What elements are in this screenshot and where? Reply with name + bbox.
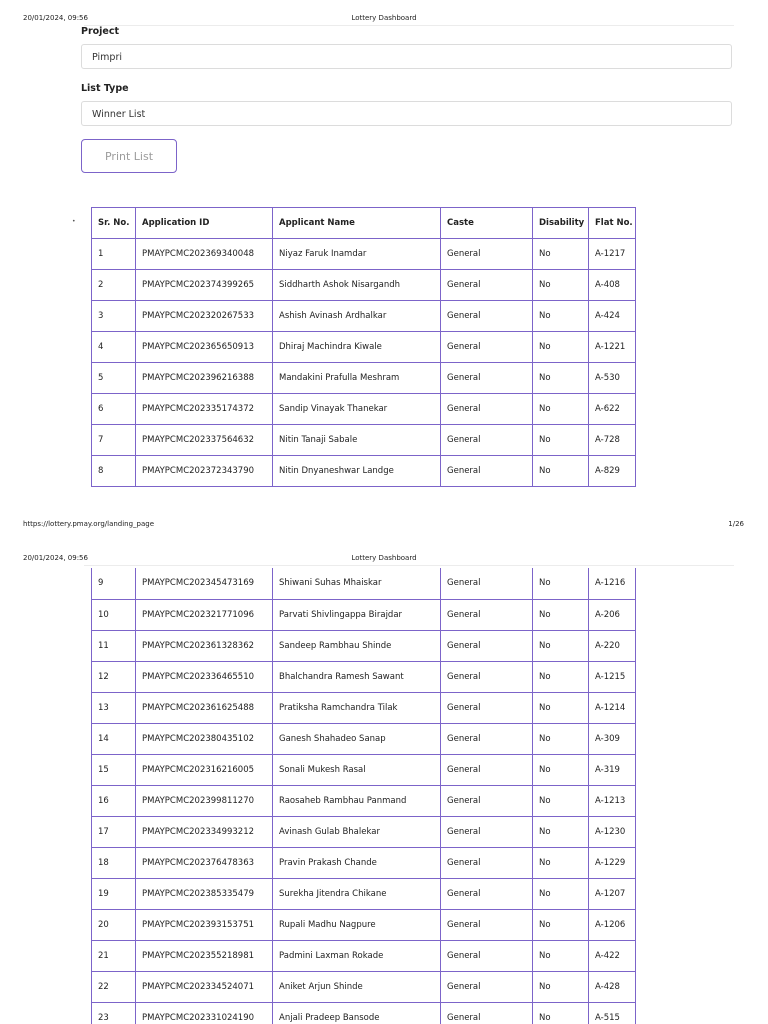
cell-sr-no: 15 — [92, 754, 136, 785]
cell-application-id: PMAYPCMC202376478363 — [136, 847, 273, 878]
cell-disability: No — [533, 568, 589, 599]
cell-disability: No — [533, 785, 589, 816]
cell-applicant-name: Ganesh Shahadeo Sanap — [273, 723, 441, 754]
cell-caste: General — [441, 692, 533, 723]
cell-applicant-name: Pravin Prakash Chande — [273, 847, 441, 878]
cell-caste: General — [441, 568, 533, 599]
cell-flat-no: A-1229 — [589, 847, 636, 878]
cell-sr-no: 8 — [92, 456, 136, 487]
cell-applicant-name: Surekha Jitendra Chikane — [273, 878, 441, 909]
cell-application-id: PMAYPCMC202361625488 — [136, 692, 273, 723]
cell-application-id: PMAYPCMC202380435102 — [136, 723, 273, 754]
cell-applicant-name: Ashish Avinash Ardhalkar — [273, 301, 441, 332]
column-header: Sr. No. — [92, 208, 136, 239]
list-type-field[interactable]: Winner List — [81, 101, 732, 126]
cell-sr-no: 18 — [92, 847, 136, 878]
print-url: https://lottery.pmay.org/landing_page — [23, 520, 155, 528]
cell-disability: No — [533, 363, 589, 394]
cell-caste: General — [441, 1002, 533, 1024]
table-row — [92, 394, 636, 425]
cell-caste: General — [441, 878, 533, 909]
cell-sr-no: 12 — [92, 661, 136, 692]
cell-flat-no: A-408 — [589, 270, 636, 301]
cell-caste: General — [441, 456, 533, 487]
cell-flat-no: A-1217 — [589, 239, 636, 270]
cell-application-id: PMAYPCMC202393153751 — [136, 909, 273, 940]
cell-flat-no: A-428 — [589, 971, 636, 1002]
cell-disability: No — [533, 1002, 589, 1024]
cell-flat-no: A-829 — [589, 456, 636, 487]
table-row — [92, 754, 636, 785]
cell-caste: General — [441, 754, 533, 785]
bullet-dot: • — [72, 218, 76, 225]
cell-flat-no: A-206 — [589, 599, 636, 630]
cell-caste: General — [441, 847, 533, 878]
table-row — [92, 599, 636, 630]
cell-disability: No — [533, 723, 589, 754]
cell-applicant-name: Nitin Dnyaneshwar Landge — [273, 456, 441, 487]
cell-caste: General — [441, 394, 533, 425]
cell-applicant-name: Sandeep Rambhau Shinde — [273, 630, 441, 661]
cell-sr-no: 1 — [92, 239, 136, 270]
table-row — [92, 847, 636, 878]
cell-sr-no: 3 — [92, 301, 136, 332]
cell-disability: No — [533, 239, 589, 270]
cell-caste: General — [441, 301, 533, 332]
table-row — [92, 332, 636, 363]
table-body — [92, 568, 636, 1024]
cell-application-id: PMAYPCMC202385335479 — [136, 878, 273, 909]
table-row — [92, 909, 636, 940]
cell-application-id: PMAYPCMC202365650913 — [136, 332, 273, 363]
cell-application-id: PMAYPCMC202337564632 — [136, 425, 273, 456]
cell-flat-no: A-1216 — [589, 568, 636, 599]
print-list-button[interactable]: Print List — [81, 139, 177, 173]
table-row — [92, 878, 636, 909]
cell-flat-no: A-1213 — [589, 785, 636, 816]
cell-applicant-name: Shiwani Suhas Mhaiskar — [273, 568, 441, 599]
cell-applicant-name: Padmini Laxman Rokade — [273, 940, 441, 971]
cell-applicant-name: Anjali Pradeep Bansode — [273, 1002, 441, 1024]
cell-flat-no: A-424 — [589, 301, 636, 332]
cell-caste: General — [441, 363, 533, 394]
print-doc-title: Lottery Dashboard — [351, 14, 417, 22]
cell-disability: No — [533, 878, 589, 909]
cell-applicant-name: Aniket Arjun Shinde — [273, 971, 441, 1002]
cell-applicant-name: Mandakini Prafulla Meshram — [273, 363, 441, 394]
cell-flat-no: A-422 — [589, 940, 636, 971]
cell-caste: General — [441, 332, 533, 363]
cell-flat-no: A-220 — [589, 630, 636, 661]
cell-disability: No — [533, 599, 589, 630]
cell-applicant-name: Sonali Mukesh Rasal — [273, 754, 441, 785]
cell-sr-no: 2 — [92, 270, 136, 301]
cell-flat-no: A-515 — [589, 1002, 636, 1024]
cell-flat-no: A-530 — [589, 363, 636, 394]
cell-applicant-name: Siddharth Ashok Nisargandh — [273, 270, 441, 301]
column-header: Application ID — [136, 208, 273, 239]
table-row — [92, 456, 636, 487]
table-row — [92, 363, 636, 394]
header-divider — [84, 25, 734, 26]
cell-application-id: PMAYPCMC202335174372 — [136, 394, 273, 425]
cell-sr-no: 5 — [92, 363, 136, 394]
cell-application-id: PMAYPCMC202345473169 — [136, 568, 273, 599]
cell-caste: General — [441, 816, 533, 847]
cell-application-id: PMAYPCMC202399811270 — [136, 785, 273, 816]
column-header: Caste — [441, 208, 533, 239]
cell-flat-no: A-1215 — [589, 661, 636, 692]
cell-flat-no: A-1206 — [589, 909, 636, 940]
cell-disability: No — [533, 630, 589, 661]
cell-applicant-name: Parvati Shivlingappa Birajdar — [273, 599, 441, 630]
print-datetime: 20/01/2024, 09:56 — [23, 554, 88, 562]
cell-sr-no: 7 — [92, 425, 136, 456]
cell-disability: No — [533, 456, 589, 487]
cell-disability: No — [533, 940, 589, 971]
cell-sr-no: 9 — [92, 568, 136, 599]
cell-applicant-name: Bhalchandra Ramesh Sawant — [273, 661, 441, 692]
cell-disability: No — [533, 301, 589, 332]
winner-table-continued — [91, 568, 636, 1024]
table-body — [92, 239, 636, 487]
table-row — [92, 1002, 636, 1024]
print-header — [0, 550, 768, 566]
print-header — [0, 10, 768, 26]
table-row — [92, 425, 636, 456]
cell-applicant-name: Pratiksha Ramchandra Tilak — [273, 692, 441, 723]
cell-sr-no: 17 — [92, 816, 136, 847]
cell-sr-no: 20 — [92, 909, 136, 940]
cell-application-id: PMAYPCMC202320267533 — [136, 301, 273, 332]
cell-caste: General — [441, 723, 533, 754]
cell-application-id: PMAYPCMC202336465510 — [136, 661, 273, 692]
cell-disability: No — [533, 909, 589, 940]
cell-disability: No — [533, 270, 589, 301]
cell-application-id: PMAYPCMC202374399265 — [136, 270, 273, 301]
cell-sr-no: 11 — [92, 630, 136, 661]
cell-flat-no: A-1221 — [589, 332, 636, 363]
cell-caste: General — [441, 661, 533, 692]
cell-flat-no: A-1230 — [589, 816, 636, 847]
cell-application-id: PMAYPCMC202321771096 — [136, 599, 273, 630]
cell-application-id: PMAYPCMC202334524071 — [136, 971, 273, 1002]
cell-sr-no: 21 — [92, 940, 136, 971]
cell-disability: No — [533, 394, 589, 425]
cell-application-id: PMAYPCMC202316216005 — [136, 754, 273, 785]
cell-application-id: PMAYPCMC202361328362 — [136, 630, 273, 661]
cell-flat-no: A-1214 — [589, 692, 636, 723]
cell-caste: General — [441, 940, 533, 971]
print-page-2 — [0, 548, 768, 1024]
print-doc-title: Lottery Dashboard — [351, 554, 417, 562]
cell-sr-no: 19 — [92, 878, 136, 909]
cell-application-id: PMAYPCMC202334993212 — [136, 816, 273, 847]
cell-flat-no: A-728 — [589, 425, 636, 456]
cell-sr-no: 13 — [92, 692, 136, 723]
cell-application-id: PMAYPCMC202396216388 — [136, 363, 273, 394]
table-row — [92, 940, 636, 971]
cell-caste: General — [441, 599, 533, 630]
print-datetime: 20/01/2024, 09:56 — [23, 14, 88, 22]
column-header: Disability — [533, 208, 589, 239]
cell-sr-no: 23 — [92, 1002, 136, 1024]
print-page-number: 1/26 — [728, 520, 744, 528]
cell-caste: General — [441, 425, 533, 456]
cell-sr-no: 22 — [92, 971, 136, 1002]
cell-flat-no: A-319 — [589, 754, 636, 785]
cell-applicant-name: Nitin Tanaji Sabale — [273, 425, 441, 456]
cell-applicant-name: Rupali Madhu Nagpure — [273, 909, 441, 940]
list-type-label: List Type — [81, 83, 129, 94]
cell-flat-no: A-309 — [589, 723, 636, 754]
cell-sr-no: 4 — [92, 332, 136, 363]
cell-disability: No — [533, 847, 589, 878]
winner-table — [91, 207, 636, 487]
project-field[interactable]: Pimpri — [81, 44, 732, 69]
cell-disability: No — [533, 661, 589, 692]
column-header: Applicant Name — [273, 208, 441, 239]
cell-flat-no: A-1207 — [589, 878, 636, 909]
cell-disability: No — [533, 332, 589, 363]
cell-caste: General — [441, 909, 533, 940]
cell-applicant-name: Avinash Gulab Bhalekar — [273, 816, 441, 847]
cell-sr-no: 6 — [92, 394, 136, 425]
cell-caste: General — [441, 785, 533, 816]
header-divider — [84, 565, 734, 566]
project-label: Project — [81, 26, 120, 37]
cell-disability: No — [533, 971, 589, 1002]
table-row — [92, 630, 636, 661]
cell-application-id: PMAYPCMC202355218981 — [136, 940, 273, 971]
cell-applicant-name: Dhiraj Machindra Kiwale — [273, 332, 441, 363]
table-row — [92, 692, 636, 723]
table-row — [92, 723, 636, 754]
table-row — [92, 270, 636, 301]
cell-caste: General — [441, 270, 533, 301]
cell-applicant-name: Sandip Vinayak Thanekar — [273, 394, 441, 425]
table-row — [92, 301, 636, 332]
cell-sr-no: 10 — [92, 599, 136, 630]
table-row — [92, 971, 636, 1002]
column-header: Flat No. — [589, 208, 636, 239]
table-row — [92, 568, 636, 599]
cell-disability: No — [533, 425, 589, 456]
cell-application-id: PMAYPCMC202369340048 — [136, 239, 273, 270]
cell-disability: No — [533, 754, 589, 785]
cell-application-id: PMAYPCMC202331024190 — [136, 1002, 273, 1024]
cell-flat-no: A-622 — [589, 394, 636, 425]
table-row — [92, 661, 636, 692]
cell-caste: General — [441, 239, 533, 270]
cell-sr-no: 14 — [92, 723, 136, 754]
table-row — [92, 785, 636, 816]
table-row — [92, 816, 636, 847]
cell-sr-no: 16 — [92, 785, 136, 816]
cell-applicant-name: Niyaz Faruk Inamdar — [273, 239, 441, 270]
cell-caste: General — [441, 971, 533, 1002]
cell-disability: No — [533, 816, 589, 847]
cell-caste: General — [441, 630, 533, 661]
cell-disability: No — [533, 692, 589, 723]
cell-applicant-name: Raosaheb Rambhau Panmand — [273, 785, 441, 816]
table-header-row — [92, 208, 636, 239]
cell-application-id: PMAYPCMC202372343790 — [136, 456, 273, 487]
table-row — [92, 239, 636, 270]
